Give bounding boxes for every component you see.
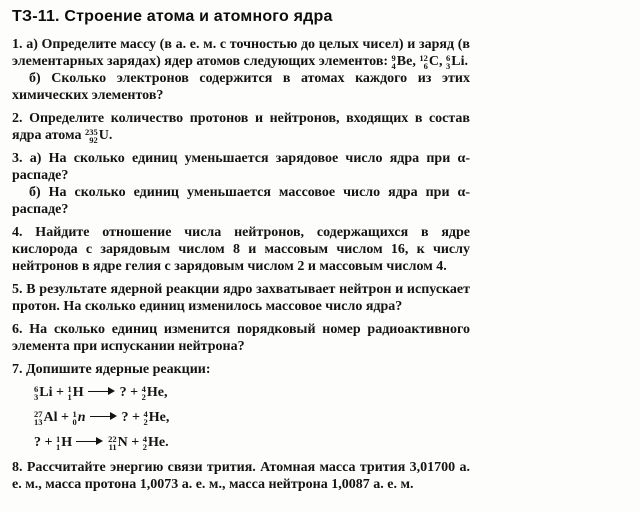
problem-1	[12, 36, 470, 104]
charge-number: 3	[34, 391, 39, 402]
charge-number: 0	[72, 416, 77, 427]
charge-number: 4	[391, 60, 396, 71]
charge-number: 11	[108, 441, 117, 452]
mass-number: 4	[142, 433, 147, 444]
nuclide-scripts	[56, 435, 60, 451]
problem-7-heading	[12, 361, 470, 378]
comma: ,	[163, 385, 168, 400]
problem-2	[12, 110, 470, 144]
element-symbol: U	[98, 128, 109, 143]
reaction-list	[34, 383, 470, 453]
problem-4-text: 4. Найдите отношение числа нейтронов, содержащихся в ядре кислорода с зарядовым числом 8 и массовым числом 16, к числу нейтронов в ядре гелия с зарядовым числом 2 и массовым числом 4.	[12, 225, 470, 274]
unknown-plus: ? +	[34, 435, 56, 450]
nuclide-be9	[392, 53, 413, 70]
comma: ,	[165, 410, 170, 425]
mass-number: 27	[34, 408, 43, 419]
element-symbol: He	[146, 385, 164, 400]
problem-3a-text: 3. а) На сколько единиц уменьшается зарядовое число ядра при α-распаде?	[12, 151, 470, 183]
nuclide-scripts	[144, 410, 148, 426]
unknown-plus: ? +	[121, 410, 144, 425]
element-symbol: H	[72, 385, 84, 400]
document-title: ТЗ-11. Строение атома и атомного ядра	[12, 8, 333, 25]
charge-number: 1	[67, 391, 72, 402]
nuclide-he4	[143, 433, 165, 453]
unknown-plus: ? +	[119, 385, 142, 400]
separator: ,	[438, 54, 446, 69]
plus-operator: +	[57, 410, 73, 425]
nuclide-scripts	[72, 410, 76, 426]
nuclide-he4	[144, 408, 166, 428]
reaction-1	[34, 383, 470, 403]
element-symbol: H	[61, 435, 73, 450]
mass-number: 1	[72, 408, 77, 419]
mass-number: 1	[55, 433, 61, 444]
charge-number: 92	[89, 134, 98, 145]
problem-4-para	[12, 224, 470, 275]
mass-number: 4	[141, 383, 146, 394]
nuclide-neutron	[72, 408, 85, 428]
problem-3b-text: б) На сколько единиц уменьшается массовое число ядра при α-распаде?	[12, 185, 470, 217]
charge-number: 13	[34, 416, 43, 427]
nuclide-scripts	[143, 435, 147, 451]
mass-number: 22	[108, 433, 117, 444]
problem-6	[12, 321, 470, 355]
problem-6-text: 6. На сколько единиц изменится порядковый номер радиоактивного элемента при испускании нейтрона?	[12, 322, 470, 354]
text-column	[12, 36, 470, 493]
element-symbol: He	[147, 435, 166, 450]
mass-number: 1	[67, 383, 72, 394]
charge-number: 2	[143, 416, 148, 427]
problem-1b	[12, 70, 470, 104]
nuclide-scripts	[34, 410, 43, 426]
mass-number: 235	[84, 126, 98, 137]
reaction-arrow-icon	[76, 437, 103, 447]
reaction-2	[34, 408, 470, 428]
problem-2-para	[12, 110, 470, 144]
period: .	[464, 54, 468, 69]
problem-2-text: 2. Определите количество протонов и нейтронов, входящих в состав ядра атома	[12, 111, 470, 143]
mass-number: 12	[419, 52, 428, 63]
problem-3	[12, 150, 470, 218]
problem-5	[12, 281, 470, 315]
element-symbol: Al	[43, 410, 58, 425]
problem-8-para	[12, 459, 470, 493]
reaction-3	[34, 433, 470, 453]
nuclide-h1	[67, 383, 83, 403]
problem-8	[12, 459, 470, 493]
plus-operator: +	[127, 435, 143, 450]
element-symbol: N	[117, 435, 128, 450]
reaction-arrow-icon	[88, 387, 115, 397]
problem-1b-text: б) Сколько электронов содержится в атомах каждого из этих химических элементов?	[12, 71, 470, 103]
period: .	[108, 128, 113, 143]
charge-number: 1	[55, 441, 61, 452]
element-symbol: Be	[396, 54, 413, 69]
nuclide-scripts	[419, 54, 428, 70]
nuclide-li6	[34, 383, 52, 403]
charge-number: 6	[423, 60, 428, 71]
mass-number: 6	[34, 383, 39, 394]
problem-4	[12, 224, 470, 275]
problem-3b	[12, 184, 470, 218]
problem-3a	[12, 150, 470, 184]
nuclide-scripts	[67, 385, 71, 401]
mass-number: 9	[391, 52, 396, 63]
charge-number: 3	[445, 60, 451, 71]
problem-5-text: 5. В результате ядерной реакции ядро захватывает нейтрон и испускает протон. На сколько единиц изменилось массовое число ядра?	[12, 282, 470, 314]
nuclide-scripts	[142, 385, 146, 401]
element-symbol: n	[77, 410, 86, 425]
nuclide-li6	[446, 53, 464, 70]
element-symbol: He	[148, 410, 166, 425]
nuclide-scripts	[108, 435, 117, 451]
plus-operator: +	[52, 385, 68, 400]
nuclide-al27	[34, 408, 58, 428]
element-symbol: Li	[39, 385, 53, 400]
charge-number: 2	[142, 441, 147, 452]
element-symbol: C	[428, 54, 439, 69]
nuclide-scripts	[34, 385, 38, 401]
problem-8-text: 8. Рассчитайте энергию связи трития. Атомная масса трития 3,01700 а. е. м., масса протона 1,0073 а. е. м., масса нейтрона 1,0087 а. е. м.	[12, 460, 470, 492]
problem-7	[12, 361, 470, 453]
problem-7-text: 7. Допишите ядерные реакции:	[12, 362, 211, 377]
nuclide-c12	[419, 53, 439, 70]
mass-number: 4	[143, 408, 148, 419]
nuclide-n22	[108, 433, 128, 453]
nuclide-scripts	[85, 128, 98, 144]
reaction-arrow-icon	[90, 412, 117, 422]
nuclide-h1	[56, 433, 72, 453]
problem-6-para	[12, 321, 470, 355]
nuclide-scripts	[392, 54, 396, 70]
element-symbol: Li	[451, 54, 465, 69]
nuclide-he4	[142, 383, 164, 403]
problem-1a-text: 1. а) Определите массу (в а. е. м. с точностью до целых чисел) и заряд (в элементарных зарядах) ядер атомов следующих элементов:	[12, 37, 470, 69]
charge-number: 2	[141, 391, 146, 402]
period: .	[165, 435, 169, 450]
problem-5-para	[12, 281, 470, 315]
problem-1a	[12, 36, 470, 70]
separator: ,	[412, 54, 420, 69]
nuclide-u235	[85, 127, 109, 144]
mass-number: 6	[445, 52, 451, 63]
nuclide-scripts	[446, 54, 450, 70]
